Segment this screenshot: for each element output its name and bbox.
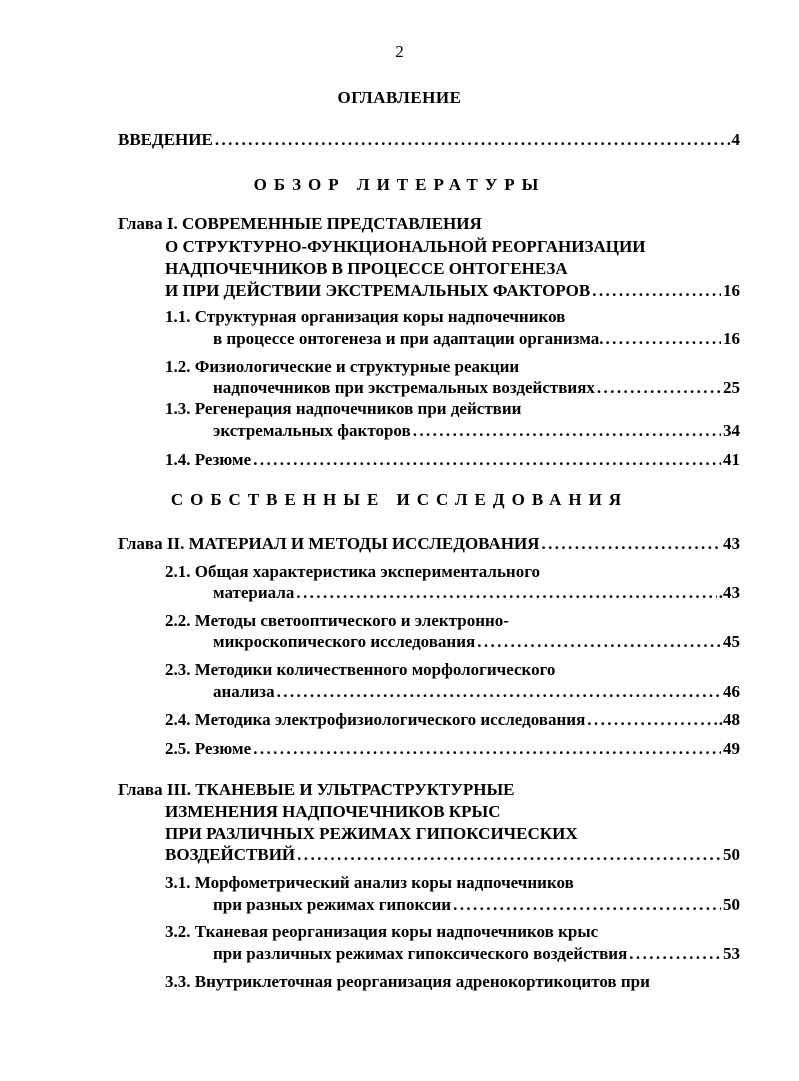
entry-page: 45 (723, 632, 740, 651)
section-heading-research: СОБСТВЕННЫЕ ИССЛЕДОВАНИЯ (170, 490, 629, 509)
entry-page: 49 (723, 739, 740, 758)
toc-entry-1-1[interactable] (213, 329, 740, 349)
section-2-2-line-1: 2.2. Методы светооптического и электронно- (165, 611, 509, 630)
toc-entry-3-2[interactable] (213, 944, 740, 964)
entry-page: .48 (718, 710, 740, 729)
dot-leader (597, 378, 721, 398)
entry-label: при различных режимах гипоксического воздействия (213, 944, 628, 963)
dot-leader (413, 421, 721, 441)
dot-leader (541, 534, 721, 554)
entry-label: экстремальных факторов (213, 421, 411, 440)
dot-leader (592, 281, 721, 301)
toc-entry-1-3[interactable] (213, 421, 740, 441)
toc-entry-2-4[interactable] (165, 710, 740, 730)
entry-label: микроскопического исследования (213, 632, 476, 651)
chapter-1-line-1: Глава I. СОВРЕМЕННЫЕ ПРЕДСТАВЛЕНИЯ (118, 214, 482, 233)
dot-leader (477, 632, 721, 652)
entry-page: 46 (723, 682, 740, 701)
entry-label: 2.5. Резюме (165, 739, 252, 758)
chapter-1-line-3: НАДПОЧЕЧНИКОВ В ПРОЦЕССЕ ОНТОГЕНЕЗА (165, 259, 568, 278)
toc-entry-1-4[interactable] (165, 450, 740, 470)
dot-leader (296, 583, 716, 603)
chapter-3-line-1: Глава III. ТКАНЕВЫЕ И УЛЬТРАСТРУКТУРНЫЕ (118, 780, 515, 799)
toc-entry-intro[interactable] (118, 130, 740, 150)
entry-page: 4 (731, 130, 740, 149)
toc-entry-1-2[interactable] (213, 378, 740, 398)
entry-page: 43 (723, 534, 740, 553)
entry-label: материала (213, 583, 295, 602)
entry-label: Глава II. МАТЕРИАЛ И МЕТОДЫ ИССЛЕДОВАНИЯ (118, 534, 540, 553)
entry-label: 1.4. Резюме (165, 450, 252, 469)
toc-entry-2-3[interactable] (213, 682, 740, 702)
dot-leader (215, 130, 730, 150)
entry-label: при разных режимах гипоксии (213, 895, 452, 914)
dot-leader (453, 895, 721, 915)
section-1-1-line-1: 1.1. Структурная организация коры надпочечников (165, 307, 566, 326)
dot-leader (587, 710, 716, 730)
entry-page: 16 (723, 329, 740, 348)
dot-leader (253, 450, 721, 470)
toc-entry-2-1[interactable] (213, 583, 740, 603)
entry-page: 53 (723, 944, 740, 963)
section-3-3-line-1: 3.3. Внутриклеточная реорганизация адренокортикоцитов при (165, 972, 650, 991)
dot-leader (629, 944, 721, 964)
entry-page: .43 (718, 583, 740, 602)
toc-entry-chapter-3[interactable] (165, 845, 740, 865)
entry-label: ВВЕДЕНИЕ (118, 130, 213, 149)
toc-entry-2-5[interactable] (165, 739, 740, 759)
entry-page: 41 (723, 450, 740, 469)
dot-leader (253, 739, 721, 759)
entry-label: 2.4. Методика электрофизиологического исследования (165, 710, 586, 729)
section-2-3-line-1: 2.3. Методики количественного морфологического (165, 660, 556, 679)
entry-label: ВОЗДЕЙСТВИЙ (165, 845, 296, 864)
toc-entry-chapter-1[interactable] (165, 281, 740, 301)
chapter-3-line-3: ПРИ РАЗЛИЧНЫХ РЕЖИМАХ ГИПОКСИЧЕСКИХ (165, 824, 578, 843)
entry-page: 25 (723, 378, 740, 397)
toc-title: ОГЛАВЛЕНИЕ (337, 88, 462, 107)
entry-page: 16 (723, 281, 740, 300)
section-1-3-line-1: 1.3. Регенерация надпочечников при действии (165, 399, 522, 418)
entry-page: 50 (723, 845, 740, 864)
toc-entry-2-2[interactable] (213, 632, 740, 652)
entry-label: И ПРИ ДЕЙСТВИИ ЭКСТРЕМАЛЬНЫХ ФАКТОРОВ (165, 281, 591, 300)
dot-leader (277, 682, 721, 702)
section-2-1-line-1: 2.1. Общая характеристика экспериментального (165, 562, 541, 581)
section-3-2-line-1: 3.2. Тканевая реорганизация коры надпочечников крыс (165, 922, 599, 941)
section-heading-literature: ОБЗОР ЛИТЕРАТУРЫ (253, 175, 546, 194)
entry-label: в процессе онтогенеза и при адаптации организма. (213, 329, 604, 348)
section-3-1-line-1: 3.1. Морфометрический анализ коры надпочечников (165, 873, 574, 892)
entry-label: надпочечников при экстремальных воздействиях (213, 378, 595, 397)
page-number: 2 (395, 42, 404, 61)
dot-leader (297, 845, 721, 865)
dot-leader (605, 329, 721, 349)
entry-label: анализа (213, 682, 275, 701)
chapter-1-line-2: О СТРУКТУРНО-ФУНКЦИОНАЛЬНОЙ РЕОРГАНИЗАЦИИ (165, 237, 646, 256)
toc-entry-chapter-2[interactable] (118, 534, 740, 554)
chapter-3-line-2: ИЗМЕНЕНИЯ НАДПОЧЕЧНИКОВ КРЫС (165, 802, 501, 821)
section-1-2-line-1: 1.2. Физиологические и структурные реакции (165, 357, 520, 376)
entry-page: 50 (723, 895, 740, 914)
entry-page: 34 (723, 421, 740, 440)
toc-entry-3-1[interactable] (213, 895, 740, 915)
